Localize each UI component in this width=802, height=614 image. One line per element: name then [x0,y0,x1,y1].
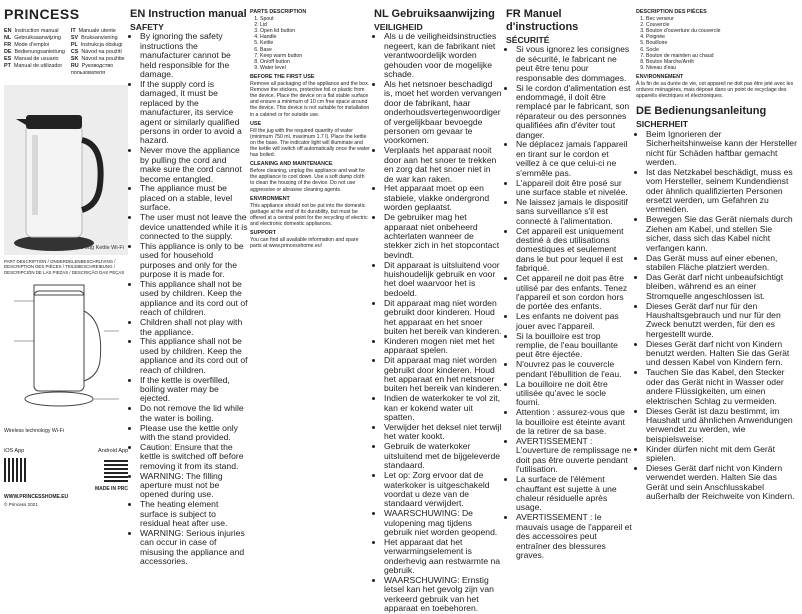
en-clean-text: Before cleaning, unplug the appliance and wait for the appliance to cool down. Use a soft damp cloth to clean the housing of the device. Do not use aggressive or abrasive cleaning agents. [250,168,366,193]
fr-safety-item: • Ne laissez jamais le dispositif sans surveillance s'il est connecté à l'alimentation. [516,198,632,226]
nl-safety-item: • Indien de waterkoker te vol zit, kan er kokend water uit spatten. [384,394,502,422]
language-name: Návod na použitie [81,56,125,62]
language-code: PL [70,42,78,48]
fr-part-item: 9. Niveau d'eau [646,65,798,71]
product-image [4,85,128,255]
en-part-item: 8. On/off button [260,59,370,65]
en-safety-item: • Children shall not play with the appliance. [140,318,248,337]
language-name: Руководство пользователя [70,63,114,76]
en-small-column [250,6,370,571]
de-safety-item: • Dieses Gerät darf nicht von Kindern benutzt werden. Halten Sie das Gerät und dessen Kabel von Kindern fern. [646,340,798,368]
language-code: EN [4,28,12,34]
en-env-text: This appliance should not be put into the domestic garbage at the end of its durability, but must be offered at a central point for the recycling of electric and electronic domestic appliances. [250,202,368,227]
language-name: Manual de utilizador [13,63,63,69]
de-safety-item: • Bewegen Sie das Gerät niemals durch Ziehen am Kabel, und stellen Sie sicher, dass sich das Kabel nicht verfangen kann. [646,215,798,253]
en-part-item: 9. Water level [260,65,370,71]
en-safety-item: • The appliance must be placed on a stable, level surface. [140,184,248,212]
language-list [4,28,128,77]
fr-part-item: 5. Bouilloire [646,40,798,46]
en-support-text: You can find all available information and spare parts at www.princesshome.eu! [250,237,359,250]
en-before-heading: BEFORE THE FIRST USE [250,73,315,80]
nl-safety-item: • Gebruik de waterkoker uitsluitend met de bijgeleverde standaard. [384,442,502,470]
de-safety-item: • Dieses Gerät darf nur für den Haushaltsgebrauch und nur für den Zweck benutzt werden, für den es hergestellt wurde. [646,302,798,340]
fr-parts-heading: DESCRIPTION DES PIÈCES [636,9,707,15]
en-safety-item: • This appliance is only to be used for household purposes and only for the purpose it is made for. [140,242,248,280]
fr-safety-item: • Si la bouilloire est trop remplie, de l'eau bouillante peut être éjectée. [516,332,632,360]
fr-safety-item: • AVERTISSEMENT : L'ouverture de remplissage ne doit pas être ouverte pendant l'utilisation. [516,437,632,475]
en-use-text: Fill the jug with the required quantity of water (minimum 750 ml, maximum 1.7 l). Place the kettle on the base. The indicator light will illuminate and the kettle will switch off automatically once the water has boiled. [250,127,370,159]
en-safety-item: • Never move the appliance by pulling the cord and make sure the cord cannot become entangled. [140,146,248,184]
fr-safety-list [506,45,632,560]
en-part-item: 3. Open lid button [260,28,370,34]
language-item [4,56,65,63]
fr-safety-item: • Cet appareil est uniquement destiné à des utilisations domestiques et seulement dans le but pour lequel il est fabriqué. [516,227,632,274]
language-code: DE [4,49,12,55]
fr-safety-item: • N'ouvrez pas le couvercle pendant l'ébullition de l'eau. [516,360,632,379]
nl-safety-item: • Kinderen mogen niet met het apparaat spelen. [384,337,502,356]
kettle-illustration [4,85,128,255]
language-code: CS [70,49,79,55]
language-code: IT [70,28,76,34]
en-safety-item: • WARNING: The filling aperture must not be opened during use. [140,472,248,500]
product-caption: Momento Jug Kettle Wi-Fi [60,245,124,251]
nl-safety-item: • Verplaats het apparaat nooit door aan het snoer te trekken en zorg dat het snoer niet in de war kan raken. [384,146,502,184]
website: WWW.PRINCESSHOME.EU [4,494,69,501]
de-safety-item: • Das Gerät muss auf einer ebenen, stabilen Fläche platziert werden. [646,254,798,273]
nl-title: NL Gebruiksaanwijzing [374,8,495,20]
product-model: Wireless technology Wi-Fi [4,428,64,435]
brand-logo: PRINCESS [4,6,80,22]
language-item [71,56,128,63]
fr-part-item: 8. Bouton Marche/Arrêt [646,59,798,65]
en-safety-item: • This appliance shall not be used by children. Keep the appliance and its cord out of reach of children. [140,337,248,375]
fr-safety-item: • AVERTISSEMENT : le mauvais usage de l'appareil et des accessoires peut entraîner des blessures graves. [516,513,632,560]
en-env-heading: ENVIRONMENT [250,195,290,202]
de-safety-item: • Ist das Netzkabel beschädigt, muss es vom Hersteller, seinem Kundendienst oder ähnlich qualifizierten Personen ersetzt werden, um Gefahren zu vermeiden. [646,168,798,215]
fr-safety-item: • La surface de l'élément chauffant est sujette à une chaleur résiduelle après usage. [516,475,632,513]
en-safety-item: • Caution: Ensure that the kettle is switched off before removing it from its stand. [140,443,248,471]
en-safety-list [130,32,248,566]
language-name: Manuale utente [78,28,116,34]
fr-safety-item: • L'appareil doit être posé sur une surface stable et nivelée. [516,179,632,198]
de-safety-item: • Dieses Gerät darf nicht von Kindern verwendet werden. Halten Sie das Gerät und sein Anschlusskabel außerhalb der Reichweite von Kindern. [646,464,798,502]
fr-part-item: 1. Bec verseur [646,16,798,22]
de-safety-heading: SICHERHEIT [636,119,689,130]
fr-env-heading: ENVIRONNEMENT [636,73,684,80]
language-name: Návod na použití [81,49,122,55]
ios-app-label: iOS App [4,448,25,455]
language-code: SK [70,56,79,62]
en-part-item: 2. Lid [260,22,370,28]
nl-safety-heading: VEILIGHEID [374,22,423,32]
en-support-heading: SUPPORT [250,230,277,237]
nl-safety-list [374,32,502,613]
en-part-item: 6. Base [260,47,370,53]
language-name: Gebruiksaanwijzing [14,35,61,41]
nl-column [374,6,502,614]
language-code: ES [4,56,12,62]
fr-safety-item: • Si le cordon d'alimentation est endommagé, il doit être remplacé par le fabricant, son réparateur ou des personnes qualifiées afin d'éviter tout danger. [516,84,632,140]
fr-safety-heading: SÉCURITÉ [506,35,550,45]
language-item [4,35,65,42]
nl-safety-item: • WAARSCHUWING: Ernstig letsel kan het gevolg zijn van verkeerd gebruik van het apparaat en toebehoren. [384,576,502,614]
language-name: Bedienungsanleitung [14,49,65,55]
language-item [71,63,128,77]
language-item [4,63,65,70]
language-list-right [71,28,128,77]
fr-safety-item: • La bouilloire ne doit être utilisée qu'avec le socle fourni. [516,380,632,408]
de-safety-item: • Tauchen Sie das Kabel, den Stecker oder das Gerät nicht in Wasser oder andere Flüssigkeiten, um einen elektrischen Schlag zu vermeiden. [646,368,798,406]
en-title: EN Instruction manual [130,8,247,20]
fr-env-text: À la fin de sa durée de vie, cet appareil ne doit pas être jeté avec les ordures ménagères, mais déposé dans un point de recyclage des appareils électriques et électroniques. [636,81,794,100]
fr-title: FR Manuel d'instructions [506,8,579,33]
en-safety-item: • Please use the kettle only with the stand provided. [140,424,248,443]
qr-code-android [104,458,128,482]
language-name: Instruction manual [14,28,59,34]
language-item [71,28,128,35]
en-safety-item: • The heating element surface is subject to residual heat after use. [140,500,248,528]
fr-part-item: 7. Bouton de maintien au chaud [646,53,798,59]
en-safety-item: • If the supply cord is damaged, it must be replaced by the manufacturer, its service agent or similarly qualified persons in order to avoid a hazard. [140,80,248,146]
nl-safety-item: • Verwijder het deksel niet terwijl het water kookt. [384,423,502,442]
language-name: Manual de usuario [14,56,59,62]
made-in: MADE IN PRC [94,486,128,493]
nl-safety-item: • Let op: Zorg ervoor dat de waterkoker is uitgeschakeld voordat u deze van de standaard verwijdert. [384,471,502,509]
fr-safety-item: • Ne déplacez jamais l'appareil en tirant sur le cordon et veillez à ce que celui-ci ne s'emmêle pas. [516,140,632,178]
en-clean-heading: CLEANING AND MAINTENANCE [250,161,333,168]
fr-part-item: 6. Socle [646,47,798,53]
fr-de-column [636,6,798,571]
en-part-item: 4. Handle [260,34,370,40]
language-item [4,49,65,56]
language-name: Instrukcja obsługi [80,42,123,48]
de-safety-item: • Das Gerät darf nicht unbeaufsichtigt bleiben, während es an einer Stromquelle angeschlossen ist. [646,273,798,301]
en-safety-item: • WARNING: Serious injuries can occur in case of misusing the appliance and accessories. [140,529,248,567]
fr-part-item: 3. Bouton d'ouverture du couvercle [646,28,798,34]
fr-parts-list [636,16,798,71]
nl-safety-item: • Als u de veiligheidsinstructies negeert, kan de fabrikant niet verantwoordelijk worden gehouden voor de mogelijke schade. [384,32,502,79]
fr-safety-item: • Si vous ignorez les consignes de sécurité, le fabricant ne peut être tenu pour responsable des dommages. [516,45,632,83]
fr-safety-item: • Cet appareil ne doit pas être utilisé par des enfants. Tenez l'appareil et son cordon hors de portée des enfants. [516,274,632,312]
language-item [71,49,128,56]
fr-column [506,6,632,571]
parts-diagram [4,281,128,421]
language-code: RU [70,63,79,69]
de-safety-item: • Dieses Gerät ist dazu bestimmt, im Haushalt und ähnlichen Anwendungen verwendet zu werden, wie beispielsweise: [646,407,798,445]
de-safety-list [636,130,798,502]
fr-safety-item: • Attention : assurez-vous que la bouilloire est éteinte avant de la retirer de sa base. [516,408,632,436]
language-name: Bruksanvisning [81,35,118,41]
en-parts-heading: PARTS DESCRIPTION [250,9,307,15]
app-links [4,448,128,454]
en-intro: • By ignoring the safety instructions the manufacturer cannot be held responsible for the damage. [140,32,248,79]
part-description: PART DESCRIPTION / ONDERDELENBESCHRIJVING / DESCRIPTION DES PIÈCES / TEILEBESCHREIBUNG / DESCRIPCIÓN DE LAS PIEZAS / DESCRIÇÃO DAS PEÇAS [4,259,125,275]
android-app-label: Android App [98,448,128,455]
language-code: FR [4,42,12,48]
nl-safety-item: • Het apparaat dat het verwarmingselement is onderhevig aan restwarmte na gebruik. [384,538,502,576]
de-safety-item: • Beim Ignorieren der Sicherheitshinweise kann der Hersteller nicht für Schäden haftbar gemacht werden. [646,130,798,168]
en-part-item: 5. Kettle [260,40,370,46]
en-use-heading: USE [250,120,262,127]
fr-safety-item: • Les enfants ne doivent pas jouer avec l'appareil. [516,312,632,331]
language-name: Mode d'emploi [14,42,50,48]
en-safety-item: • If the kettle is overfilled, boiling water may be ejected. [140,376,248,404]
en-part-item: 7. Keep warm button [260,53,370,59]
en-parts-list [250,16,370,71]
en-part-item: 1. Spout [260,16,370,22]
language-code: SV [70,35,79,41]
nl-safety-item: • Dit apparaat is uitsluitend voor huishoudelijk gebruik en voor het doel waarvoor het is bedoeld. [384,261,502,299]
nl-safety-item: • WAARSCHUWING: De vulopening mag tijdens gebruik niet worden geopend. [384,509,502,537]
copyright: © Princess 2021 [4,502,38,508]
en-before-text: Remove all packaging of the appliance and the box. Remove the stickers, protective foil or plastic from the device. Place the device on a flat stable surface and ensure a minimum of 10 cm free space around the device. This device is not suitable for installation in a cabinet or for outside use. [250,81,370,118]
fr-part-item: 4. Poignée [646,34,798,40]
language-item [71,35,128,42]
de-safety-item: • Kinder dürfen nicht mit dem Gerät spielen. [646,445,798,464]
language-item [4,28,65,35]
language-list-left [4,28,65,77]
nl-safety-item: • Dit apparaat mag niet worden gebruikt door kinderen. Houd het apparaat en het snoer buiten het bereik van kinderen. [384,299,502,337]
en-safety-item: • Do not remove the lid while the water is boiling. [140,404,248,423]
en-safety-item: • This appliance shall not be used by children. Keep the appliance and its cord out of reach of children. [140,280,248,318]
fr-part-item: 2. Couvercle [646,22,798,28]
language-item [71,42,128,49]
nl-safety-item: • Dit apparaat mag niet worden gebruikt door kinderen. Houd het apparaat en het netsnoer buiten het bereik van kinderen. [384,356,502,394]
de-title: DE Bedienungsanleitung [636,105,767,118]
en-safety-heading: SAFETY [130,22,164,32]
language-item [4,42,65,49]
cover-panel [4,4,128,569]
nl-safety-item: • De gebruiker mag het apparaat niet onbeheerd achterlaten wanneer de stekker zich in het stopcontact bevindt. [384,213,502,260]
nl-safety-item: • Het apparaat moet op een stabiele, vlakke ondergrond worden geplaatst. [384,184,502,212]
en-safety-item: • The user must not leave the device unattended while it is connected to the supply. [140,213,248,241]
language-code: NL [4,35,12,41]
language-code: PT [4,63,11,69]
nl-safety-item: • Als het netsnoer beschadigd is, moet het worden vervangen door de fabrikant, haar onderhoudsvertegenwoordiger of vergelijkbaar bevoegde personen om gevaar te voorkomen. [384,80,502,146]
en-column [130,6,248,571]
qr-code-ios [4,458,28,482]
